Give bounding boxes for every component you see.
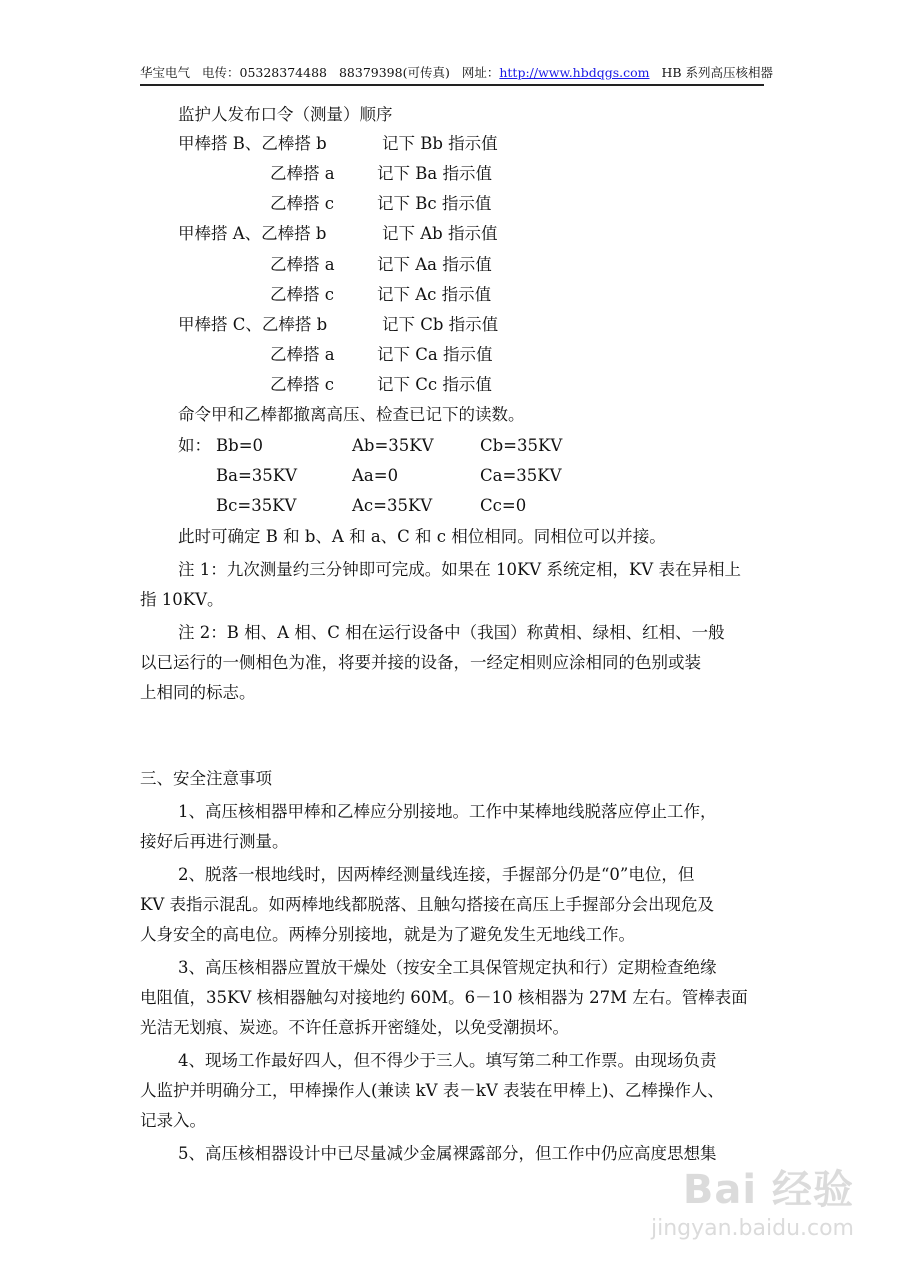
order-step-text: 甲棒搭 C、乙棒搭 b (178, 315, 328, 334)
header-site-label: 网址： (461, 65, 500, 80)
order-step-text: 乙棒搭 a (270, 345, 335, 364)
order-command-text: 命令甲和乙棒都撤离高压、检查已记下的读数。 (178, 405, 525, 424)
order-record-text: 记下 Aa 指示值 (377, 255, 492, 274)
order-record-text: 记下 Ca 指示值 (377, 345, 493, 364)
order-step-text: 乙棒搭 c (270, 375, 334, 394)
watermark-url: jingyan.baidu.com (650, 1216, 854, 1241)
reading-cell: Bc=35KV (216, 496, 297, 515)
order-record-text: 记下 Ab 指示值 (382, 224, 498, 243)
reading-cell: Ac=35KV (352, 496, 433, 515)
order-record-text: 记下 Cb 指示值 (382, 315, 499, 334)
header-site-link[interactable]: http://www.hbdqgs.com (499, 65, 650, 80)
reading-cell: Cb=35KV (480, 436, 563, 455)
reading-cell: Ca=35KV (480, 466, 562, 485)
section-line: 1、高压核相器甲棒和乙棒应分别接地。工作中某棒地线脱落应停止工作， (178, 802, 717, 821)
order-record-text: 记下 Ba 指示值 (377, 164, 492, 183)
section-line: 人监护并明确分工，甲棒操作人(兼读 kV 表－kV 表装在甲棒上)、乙棒操作人、 (140, 1081, 724, 1100)
header-fax: 88379398(可传真) (338, 65, 450, 80)
note-1-line: 注 1：九次测量约三分钟即可完成。如果在 10KV 系统定相，KV 表在异相上 (178, 560, 741, 579)
reading-cell: Ab=35KV (352, 436, 434, 455)
header-product: HB 系列高压核相器 (661, 65, 774, 80)
section-line: 3、高压核相器应置放干燥处（按安全工具保管规定执和行）定期检查绝缘 (178, 958, 717, 977)
section-line: 人身安全的高电位。两棒分别接地，就是为了避免发生无地线工作。 (140, 925, 635, 944)
page-header (140, 63, 774, 83)
reading-cell: Aa=0 (352, 466, 399, 485)
paragraph-line: 此时可确定 B 和 b、A 和 a、C 和 c 相位相同。同相位可以并接。 (178, 527, 666, 546)
order-step-text: 乙棒搭 c (270, 194, 334, 213)
section-title: 三、安全注意事项 (140, 769, 272, 788)
section-line: KV 表指示混乱。如两棒地线都脱落、且触勾搭接在高压上手握部分会出现危及 (140, 895, 714, 914)
order-record-text: 记下 Cc 指示值 (377, 375, 492, 394)
header-company: 华宝电气 (140, 65, 191, 80)
order-record-text: 记下 Bb 指示值 (382, 134, 498, 153)
header-divider (140, 84, 764, 86)
readings-prefix: 如： (178, 436, 211, 455)
section-line: 电阻值，35KV 核相器触勾对接地约 60M。6－10 核相器为 27M 左右。管棒表面 (140, 988, 748, 1007)
reading-cell: Cc=0 (480, 496, 527, 515)
reading-cell: Bb=0 (216, 436, 264, 455)
order-record-text: 记下 Bc 指示值 (377, 194, 492, 213)
baidu-jingyan-watermark (650, 1158, 854, 1258)
order-step-text: 乙棒搭 a (270, 164, 335, 183)
section-line: 4、现场工作最好四人，但不得少于三人。填写第二种工作票。由现场负责 (178, 1051, 717, 1070)
order-step-text: 甲棒搭 B、乙棒搭 b (178, 134, 327, 153)
note-2-line: 注 2：B 相、A 相、C 相在运行设备中（我国）称黄相、绿相、红相、一般 (178, 623, 725, 642)
order-record-text: 记下 Ac 指示值 (377, 285, 492, 304)
note-2-line: 以已运行的一侧相色为准，将要并接的设备，一经定相则应涂相同的色别或装 (140, 653, 701, 672)
note-1-line: 指 10KV。 (140, 590, 224, 609)
order-heading: 监护人发布口令（测量）顺序 (178, 105, 393, 124)
order-step-text: 乙棒搭 c (270, 285, 334, 304)
section-line: 5、高压核相器设计中已尽量减少金属裸露部分，但工作中仍应高度思想集 (178, 1144, 717, 1163)
section-line: 光洁无划痕、炭迹。不许任意拆开密缝处，以免受潮损坏。 (140, 1018, 569, 1037)
order-step-text: 乙棒搭 a (270, 255, 335, 274)
section-line: 接好后再进行测量。 (140, 832, 289, 851)
section-line: 记录入。 (140, 1111, 206, 1130)
reading-cell: Ba=35KV (216, 466, 298, 485)
order-step-text: 甲棒搭 A、乙棒搭 b (178, 224, 327, 243)
note-2-line: 上相同的标志。 (140, 683, 256, 702)
section-line: 2、脱落一根地线时，因两棒经测量线连接，手握部分仍是“0”电位，但 (178, 865, 695, 884)
header-phone: 电传：05328374488 (202, 65, 327, 80)
watermark-logo: Bai 经验 (682, 1167, 854, 1213)
